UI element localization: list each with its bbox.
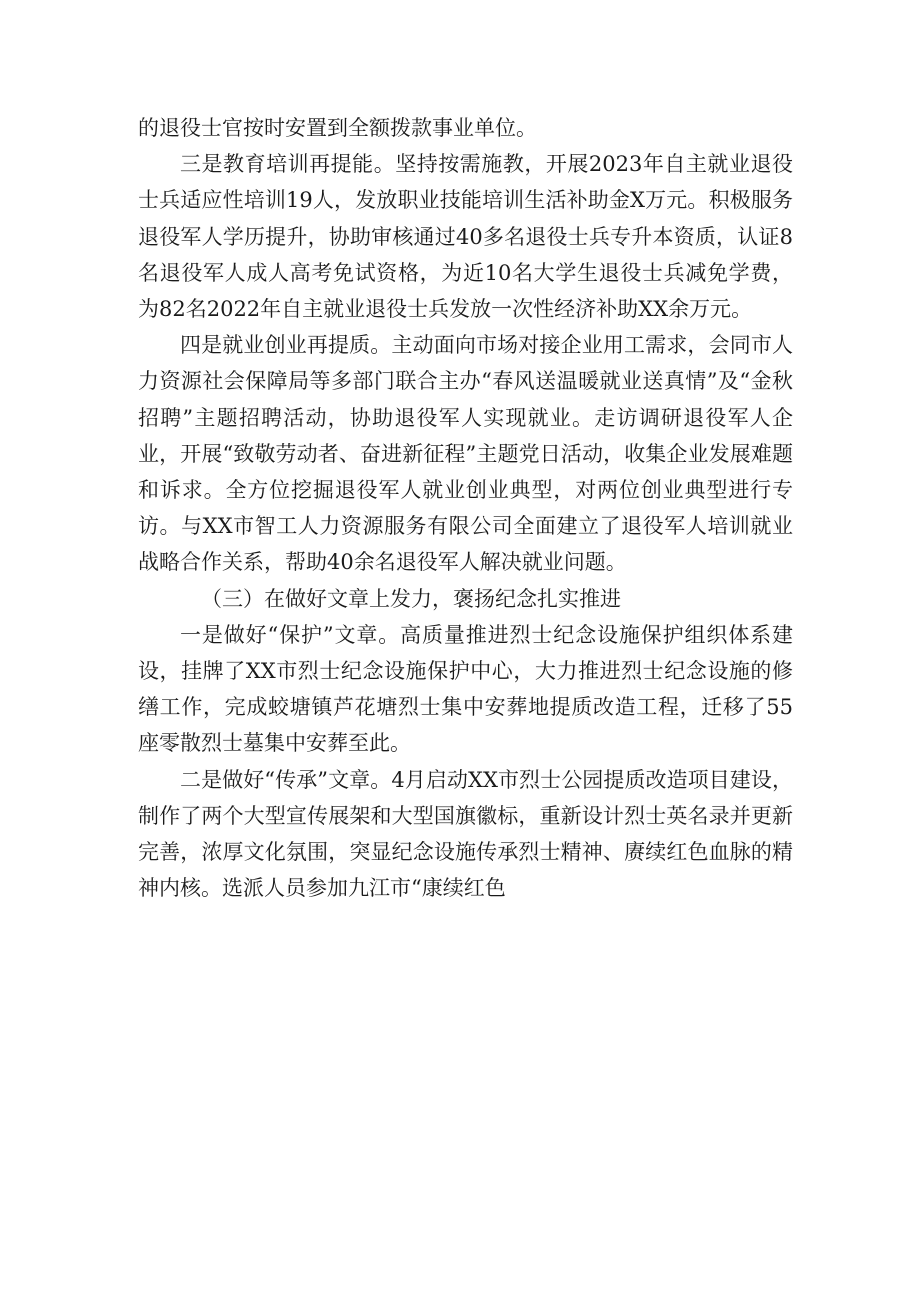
paragraph-employment: 四是就业创业再提质。主动面向市场对接企业用工需求，会同市人力资源社会保障局等多部门联合主办“春风送温暖就业送真情”及“金秋招聘”主题招聘活动，协助退役军人实现就业。走访调研退役军人企业，开展“致敬劳动者、奋进新征程”主题党日活动，收集企业发展难题和诉求。全方位挖掘退役军人就业创业典型，对两位创业典型进行专访。与XX市智工人力资源服务有限公司全面建立了退役军人培训就业战略合作关系，帮助40余名退役军人解决就业问题。 [138,333,793,575]
paragraph-continuation: 的退役士官按时安置到全额拨款事业单位。 [138,116,537,140]
paragraph-education-training: 三是教育培训再提能。坚持按需施教，开展2023年自主就业退役士兵适应性培训19人，发放职业技能培训生活补助金X万元。积极服务退役军人学历提升，协助审核通过40多名退役士兵专升本资质，认证8名退役军人成人高考免试资格，为近10名大学生退役士兵减免学费，为82名2022年自主就业退役士兵发放一次性经济补助XX余万元。 [138,152,793,322]
paragraph-protection: 一是做好“保护”文章。高质量推进烈士纪念设施保护组织体系建设，挂牌了XX市烈士纪念设施保护中心，大力推进烈士纪念设施的修缮工作，完成蛟塘镇芦花塘烈士集中安葬地提质改造工程，迁移了55座零散烈士墓集中安葬至此。 [138,622,793,756]
document-body [138,110,793,906]
paragraph-inheritance: 二是做好“传承”文章。4月启动XX市烈士公园提质改造项目建设，制作了两个大型宣传展架和大型国旗徽标，重新设计烈士英名录并更新完善，浓厚文化氛围，突显纪念设施传承烈士精神、赓续红色血脉的精神内核。选派人员参加九江市“康续红色 [138,767,793,901]
section-heading: （三）在做好文章上发力，褒扬纪念扎实推进 [201,586,621,611]
